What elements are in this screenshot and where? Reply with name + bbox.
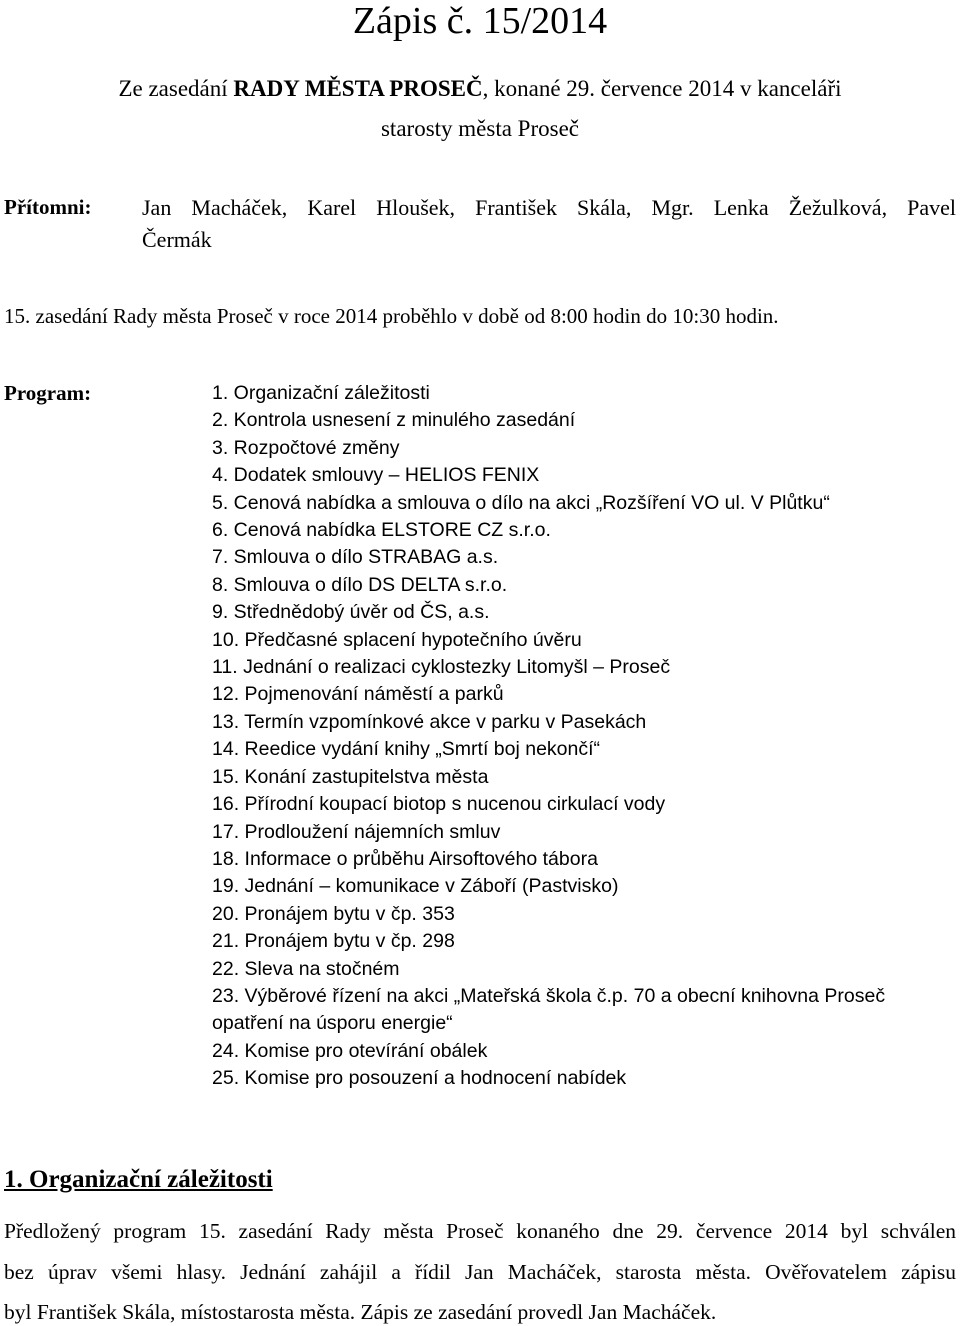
- program-item: 3. Rozpočtové změny: [212, 436, 400, 459]
- program-item: 15. Konání zastupitelstva města: [212, 765, 489, 788]
- section-heading: 1. Organizační záležitosti: [4, 1166, 273, 1193]
- program-item: 18. Informace o průběhu Airsoftového tábora: [212, 847, 598, 870]
- program-item: 10. Předčasné splacení hypotečního úvěru: [212, 628, 582, 651]
- subtitle-suffix: , konané 29. července 2014 v kanceláři: [482, 76, 842, 101]
- section-text-line1: Předložený program 15. zasedání Rady města Proseč konaného dne 29. července 2014 byl schválen: [4, 1219, 956, 1243]
- program-item: 12. Pojmenování náměstí a parků: [212, 683, 504, 706]
- meeting-subtitle: [0, 74, 960, 104]
- program-item: 4. Dodatek smlouvy – HELIOS FENIX: [212, 464, 540, 487]
- program-item: 23. Výběrové řízení na akci „Mateřská škola č.p. 70 a obecní knihovna Proseč opatření na úsporu energie“: [212, 984, 886, 1035]
- meeting-intro: 15. zasedání Rady města Proseč v roce 2014 proběhlo v době od 8:00 hodin do 10:30 hodin.: [4, 304, 779, 328]
- present-members-line2: Čermák: [142, 227, 212, 252]
- program-item: 7. Smlouva o dílo STRABAG a.s.: [212, 546, 499, 569]
- program-item: 13. Termín vzpomínkové akce v parku v Pasekách: [212, 710, 647, 733]
- present-members-line1: Jan Macháček, Karel Hloušek, František Skála, Mgr. Lenka Žežulková, Pavel: [142, 195, 956, 220]
- program-item: 11. Jednání o realizaci cyklostezky Litomyšl – Proseč: [212, 656, 671, 679]
- program-item: 20. Pronájem bytu v čp. 353: [212, 902, 455, 925]
- program-item: 8. Smlouva o dílo DS DELTA s.r.o.: [212, 573, 508, 596]
- section-text-line3: byl František Skála, místostarosta města. Zápis ze zasedání provedl Jan Macháček.: [4, 1300, 717, 1324]
- program-item: 17. Prodloužení nájemních smluv: [212, 820, 501, 843]
- program-item: 16. Přírodní koupací biotop s nucenou cirkulací vody: [212, 793, 666, 816]
- program-item: 25. Komise pro posouzení a hodnocení nabídek: [212, 1067, 627, 1090]
- program-item: 19. Jednání – komunikace v Záboří (Pastvisko): [212, 875, 619, 898]
- section-text-line2: bez úprav všemi hlasy. Jednání zahájil a řídil Jan Macháček, starosta města. Ověřovatelem zápisu: [4, 1260, 956, 1284]
- program-list: [212, 380, 956, 1093]
- program-item: 1. Organizační záležitosti: [212, 382, 430, 404]
- program-label: Program:: [4, 381, 92, 405]
- program-item: 22. Sleva na stočném: [212, 957, 400, 980]
- program-item: 14. Reedice vydání knihy „Smrtí boj nekončí“: [212, 738, 601, 761]
- document-title: Zápis č. 15/2014: [352, 0, 608, 42]
- program-item: 9. Střednědobý úvěr od ČS, a.s.: [212, 601, 490, 624]
- present-label: Přítomni:: [4, 195, 92, 219]
- program-item: 21. Pronájem bytu v čp. 298: [212, 930, 455, 953]
- meeting-subtitle-line2: starosty města Proseč: [380, 116, 579, 141]
- program-item: 24. Komise pro otevírání obálek: [212, 1039, 488, 1062]
- program-item: 2. Kontrola usnesení z minulého zasedání: [212, 409, 576, 432]
- program-item: 6. Cenová nabídka ELSTORE CZ s.r.o.: [212, 519, 551, 542]
- council-name: RADY MĚSTA PROSEČ: [233, 76, 483, 101]
- program-item: 5. Cenová nabídka a smlouva o dílo na akci „Rozšíření VO ul. V Plůtku“: [212, 491, 830, 514]
- subtitle-prefix: Ze zasedání: [118, 76, 234, 101]
